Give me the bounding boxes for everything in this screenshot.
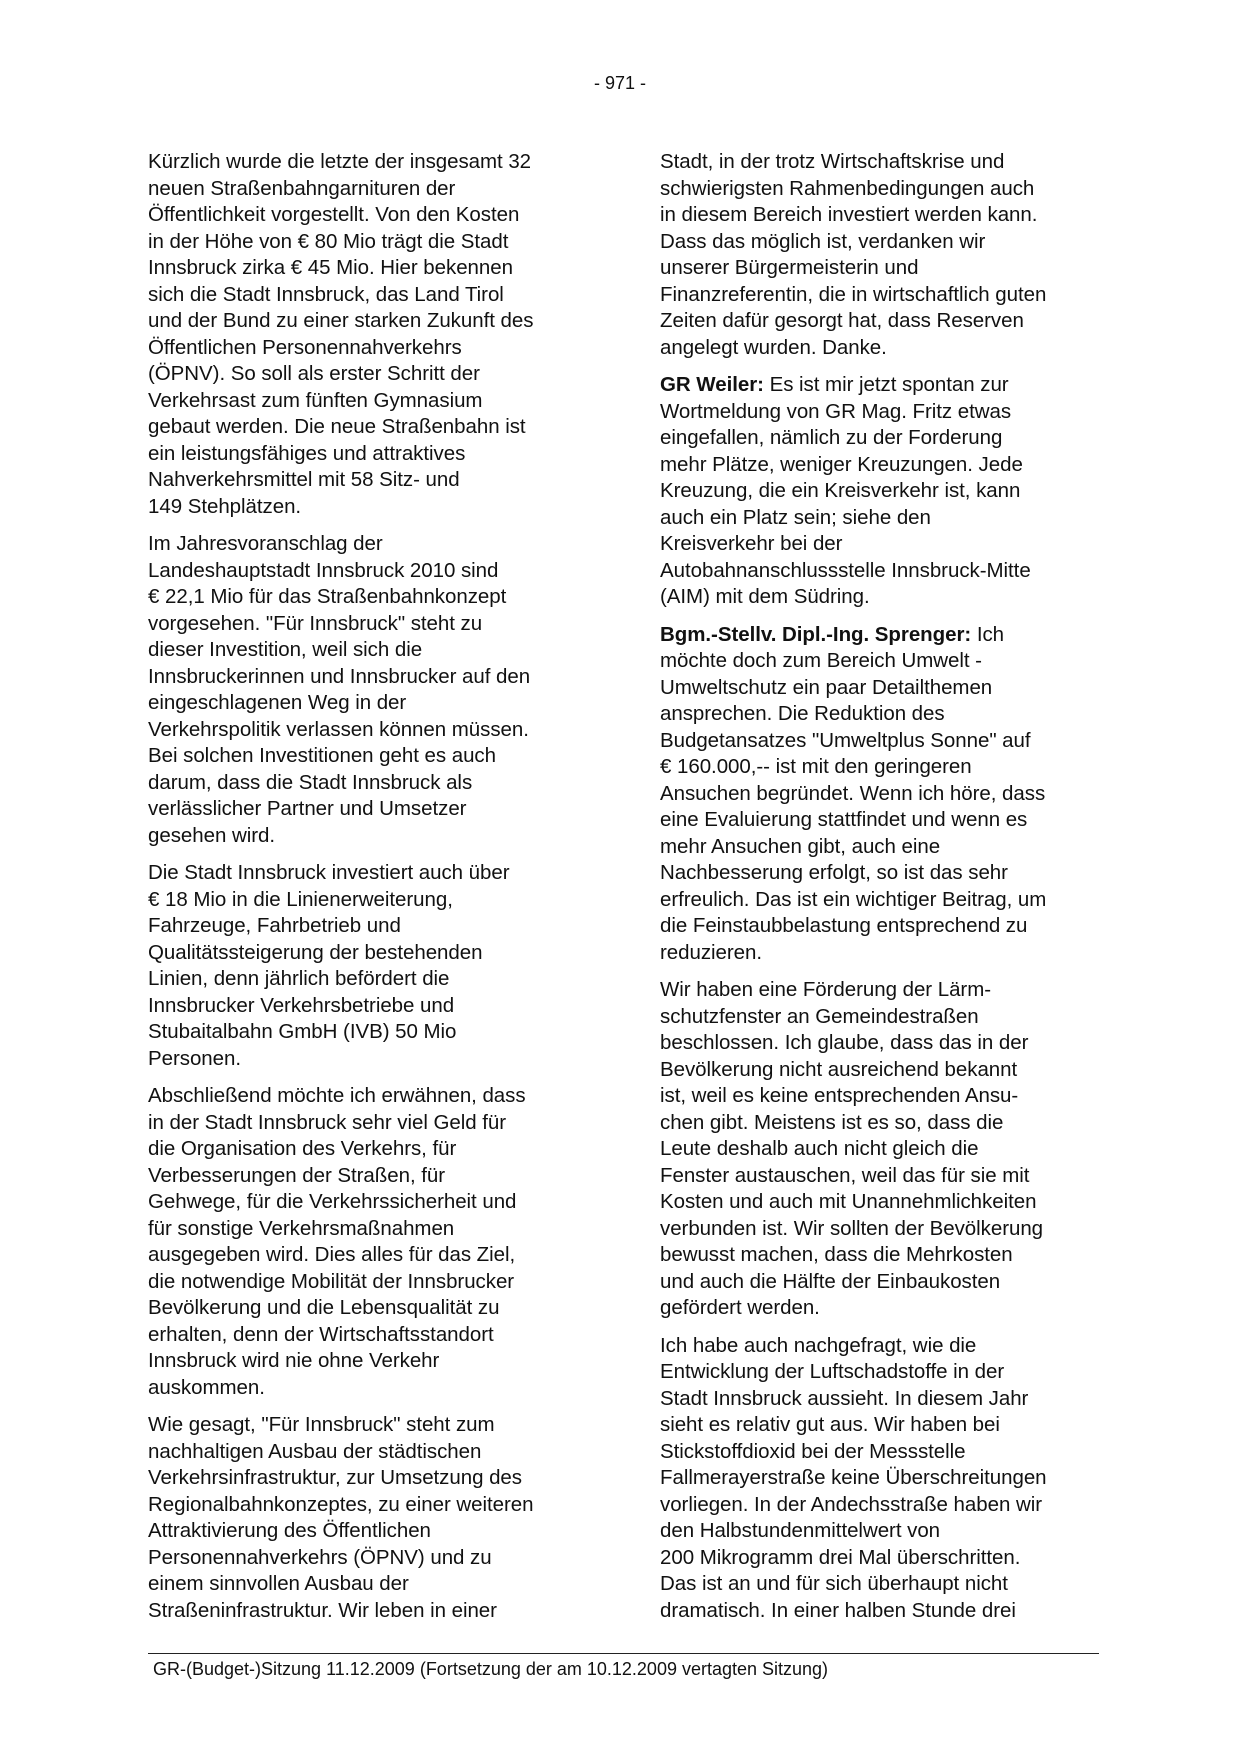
text-line: € 160.000,-- ist mit den geringeren — [660, 755, 972, 778]
text-line: darum, dass die Stadt Innsbruck als — [148, 770, 473, 794]
text-line: verlässlicher Partner und Umsetzer — [148, 797, 467, 820]
footer-divider — [148, 1653, 1099, 1654]
text-line: Innsbruck wird nie ohne Verkehr — [148, 1349, 440, 1372]
text-line: nachhaltigen Ausbau der städtischen — [148, 1439, 482, 1463]
text-line: Bevölkerung und die Lebensqualität zu — [148, 1296, 500, 1319]
text-line: in der Stadt Innsbruck sehr viel Geld für — [148, 1110, 507, 1134]
text-line: Attraktivierung des Öffentlichen — [148, 1519, 431, 1542]
paragraph — [660, 1333, 1110, 1625]
text-line: in diesem Bereich investiert werden kann. — [660, 203, 1038, 226]
text-line: Dass das möglich ist, verdanken wir — [660, 229, 986, 253]
text-line: und der Bund zu einer starken Zukunft des — [148, 309, 534, 332]
text-line: Abschließend möchte ich erwähnen, dass — [148, 1084, 526, 1107]
text-line: sich die Stadt Innsbruck, das Land Tirol — [148, 282, 504, 306]
text-line: eingeschlagenen Weg in der — [148, 691, 407, 714]
text-line: auch ein Platz sein; siehe den — [660, 505, 931, 529]
text-line: Fenster austauschen, weil das für sie mit — [660, 1163, 1030, 1187]
text-line: möchte doch zum Bereich Umwelt - — [660, 649, 982, 672]
text-line: ausgegeben wird. Dies alles für das Ziel, — [148, 1243, 516, 1266]
text-line: Leute deshalb auch nicht gleich die — [660, 1137, 979, 1160]
text-line: Gehwege, für die Verkehrssicherheit und — [148, 1190, 517, 1213]
text-line: Bei solchen Investitionen geht es auch — [148, 744, 496, 767]
text-line: angelegt wurden. Danke. — [660, 335, 887, 359]
paragraph — [148, 149, 598, 520]
text-line: Ansuchen begründet. Wenn ich höre, dass — [660, 781, 1046, 805]
text-line: Qualitätssteigerung der bestehenden — [148, 940, 483, 964]
text-line: Verkehrsinfrastruktur, zur Umsetzung des — [148, 1466, 522, 1489]
text-line: schutzfenster an Gemeindestraßen — [660, 1004, 979, 1028]
text-line: Autobahnanschlussstelle Innsbruck-Mitte — [660, 558, 1031, 582]
text-line: Stadt Innsbruck aussieht. In diesem Jahr — [660, 1386, 1029, 1410]
paragraph — [148, 1083, 598, 1401]
text-line: reduzieren. — [660, 940, 763, 964]
text-line: Stubaitalbahn GmbH (IVB) 50 Mio — [148, 1020, 457, 1043]
paragraph — [660, 977, 1110, 1322]
text-line: mehr Plätze, weniger Kreuzungen. Jede — [660, 452, 1023, 476]
text-line: Finanzreferentin, die in wirtschaftlich guten — [660, 282, 1047, 306]
text-line: ein leistungsfähiges und attraktives — [148, 441, 466, 465]
text-line: in der Höhe von € 80 Mio trägt die Stadt — [148, 229, 509, 253]
text-line: Umweltschutz ein paar Detailthemen — [660, 675, 993, 699]
text-line: Nahverkehrsmittel mit 58 Sitz- und — [148, 468, 460, 491]
text-line: Stickstoffdioxid bei der Messstelle — [660, 1439, 966, 1463]
text-line: dieser Investition, weil sich die — [148, 638, 423, 661]
text-line: Das ist an und für sich überhaupt nicht — [660, 1572, 1008, 1595]
text-line: Verkehrsast zum fünften Gymnasium — [148, 388, 483, 412]
text-line: sieht es relativ gut aus. Wir haben bei — [660, 1413, 1000, 1436]
speaker-statement-start: Es ist mir jetzt spontan zur — [763, 373, 1009, 396]
text-line: Wie gesagt, "Für Innsbruck" steht zum — [148, 1413, 495, 1436]
right-column — [660, 149, 1110, 1635]
paragraph — [660, 622, 1110, 967]
text-line: eine Evaluierung stattfindet und wenn es — [660, 808, 1028, 831]
speaker-name: Bgm.-Stellv. Dipl.-Ing. Sprenger: — [660, 622, 972, 646]
paragraph — [660, 149, 1110, 361]
text-line: mehr Ansuchen gibt, auch eine — [660, 834, 941, 858]
text-line: Innsbrucker Verkehrsbetriebe und — [148, 993, 455, 1017]
text-line: Linien, denn jährlich befördert die — [148, 967, 450, 990]
left-column — [148, 149, 598, 1635]
text-line: eingefallen, nämlich zu der Forderung — [660, 426, 1003, 449]
text-line — [660, 372, 1110, 399]
text-line: Fahrzeuge, Fahrbetrieb und — [148, 914, 401, 937]
text-line: Öffentlichen Personennahverkehrs — [148, 335, 462, 359]
text-line — [660, 622, 1110, 649]
text-line: Wir haben eine Förderung der Lärm- — [660, 978, 992, 1001]
paragraph — [148, 1412, 598, 1624]
text-line: Die Stadt Innsbruck investiert auch über — [148, 861, 510, 884]
text-line: erhalten, denn der Wirtschaftsstandort — [148, 1322, 494, 1346]
text-line: Verbesserungen der Straßen, für — [148, 1163, 446, 1187]
text-line: Kreisverkehr bei der — [660, 532, 843, 555]
text-line: Personennahverkehrs (ÖPNV) und zu — [148, 1545, 492, 1569]
text-line: € 22,1 Mio für das Straßenbahnkonzept — [148, 585, 507, 608]
text-line: die Feinstaubbelastung entsprechend zu — [660, 914, 1028, 937]
page-number: - 971 - — [593, 73, 647, 93]
text-line: ansprechen. Die Reduktion des — [660, 702, 945, 725]
text-line: Kreuzung, die ein Kreisverkehr ist, kann — [660, 479, 1021, 502]
text-line: gefördert werden. — [660, 1296, 820, 1319]
text-line: verbunden ist. Wir sollten der Bevölkerung — [660, 1216, 1044, 1240]
text-line: auskommen. — [148, 1375, 265, 1399]
footer-session-info: GR-(Budget-)Sitzung 11.12.2009 (Fortsetzung der am 10.12.2009 vertagten Sitzung) — [153, 1659, 829, 1679]
text-line: Innsbruckerinnen und Innsbrucker auf den — [148, 664, 531, 688]
text-line: Kürzlich wurde die letzte der insgesamt 32 — [148, 150, 532, 173]
text-line: die notwendige Mobilität der Innsbrucker — [148, 1269, 515, 1293]
text-line: Im Jahresvoranschlag der — [148, 532, 383, 555]
text-line: dramatisch. In einer halben Stunde drei — [660, 1598, 1016, 1622]
text-line: den Halbstundenmittelwert von — [660, 1519, 941, 1542]
text-line: Stadt, in der trotz Wirtschaftskrise und — [660, 150, 1005, 173]
paragraph — [660, 372, 1110, 611]
text-line: chen gibt. Meistens ist es so, dass die — [660, 1110, 1004, 1134]
text-line: Verkehrspolitik verlassen können müssen. — [148, 717, 529, 741]
text-line: Bevölkerung nicht ausreichend bekannt — [660, 1057, 1018, 1081]
text-line: Fallmerayerstraße keine Überschreitungen — [660, 1466, 1047, 1489]
text-line: Nachbesserung erfolgt, so ist das sehr — [660, 861, 1008, 884]
text-line: Budgetansatzes "Umweltplus Sonne" auf — [660, 728, 1031, 752]
text-line: Regionalbahnkonzeptes, zu einer weiteren — [148, 1492, 534, 1516]
text-line: gebaut werden. Die neue Straßenbahn ist — [148, 415, 526, 438]
text-line: und auch die Hälfte der Einbaukosten — [660, 1269, 1001, 1293]
text-line: Zeiten dafür gesorgt hat, dass Reserven — [660, 309, 1024, 332]
text-line: die Organisation des Verkehrs, für — [148, 1137, 457, 1160]
text-line: Straßeninfrastruktur. Wir leben in einer — [148, 1598, 497, 1622]
text-line: beschlossen. Ich glaube, dass das in der — [660, 1031, 1029, 1054]
text-line: einem sinnvollen Ausbau der — [148, 1572, 409, 1595]
text-line: Wortmeldung von GR Mag. Fritz etwas — [660, 399, 1012, 423]
paragraph — [148, 860, 598, 1072]
text-line: € 18 Mio in die Linienerweiterung, — [148, 887, 453, 911]
text-line: schwierigsten Rahmenbedingungen auch — [660, 176, 1035, 200]
text-line: ist, weil es keine entsprechenden Ansu- — [660, 1084, 1019, 1107]
text-line: Ich habe auch nachgefragt, wie die — [660, 1333, 977, 1357]
text-line: vorgesehen. "Für Innsbruck" steht zu — [148, 611, 483, 635]
text-line: (AIM) mit dem Südring. — [660, 585, 870, 608]
speaker-name: GR Weiler: — [660, 373, 764, 396]
text-line: unserer Bürgermeisterin und — [660, 256, 919, 279]
text-line: gesehen wird. — [148, 823, 275, 847]
text-line: bewusst machen, dass die Mehrkosten — [660, 1243, 1013, 1266]
text-line: (ÖPNV). So soll als erster Schritt der — [148, 362, 480, 385]
text-line: für sonstige Verkehrsmaßnahmen — [148, 1216, 455, 1240]
text-line: erfreulich. Das ist ein wichtiger Beitrag, um — [660, 887, 1047, 911]
text-line: Kosten und auch mit Unannehmlichkeiten — [660, 1190, 1037, 1213]
text-line: 200 Mikrogramm drei Mal überschritten. — [660, 1545, 1021, 1569]
text-line: vorliegen. In der Andechsstraße haben wir — [660, 1492, 1042, 1516]
text-line: 149 Stehplätzen. — [148, 494, 302, 518]
text-line: Landeshauptstadt Innsbruck 2010 sind — [148, 558, 499, 582]
text-line: Öffentlichkeit vorgestellt. Von den Kosten — [148, 203, 520, 226]
text-line: Entwicklung der Luftschadstoffe in der — [660, 1360, 1005, 1383]
speaker-statement-start: Ich — [971, 622, 1005, 646]
text-line: Personen. — [148, 1046, 242, 1070]
paragraph — [148, 531, 598, 849]
text-line: Innsbruck zirka € 45 Mio. Hier bekennen — [148, 256, 513, 279]
text-line: neuen Straßenbahngarnituren der — [148, 176, 456, 200]
